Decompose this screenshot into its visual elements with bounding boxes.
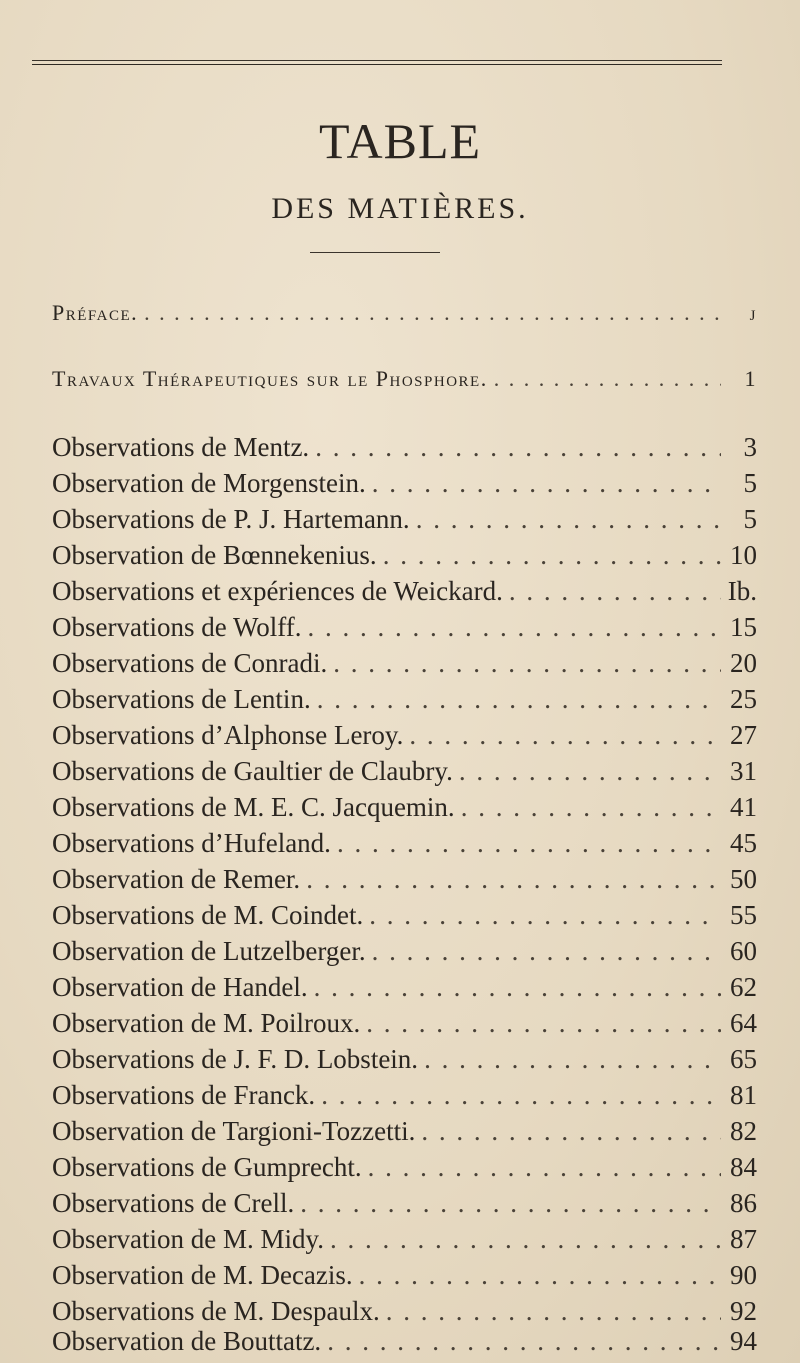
toc-entry-label: Observations de Lentin. xyxy=(52,684,311,714)
toc-entry-label: Observation de Targioni-Tozzetti. xyxy=(52,1116,416,1146)
toc-entry-label: Observations de Gumprecht. xyxy=(52,1152,362,1182)
toc-entry-page: Ib. xyxy=(727,576,757,606)
dot-leader xyxy=(369,900,721,931)
toc-entry-page: 27 xyxy=(730,720,757,750)
toc-entry-label: Observation de M. Poilroux. xyxy=(52,1008,361,1038)
toc-entry xyxy=(52,1008,757,1039)
toc-entry xyxy=(52,1152,757,1183)
toc-entry xyxy=(52,540,757,571)
dot-leader xyxy=(372,468,721,499)
toc-entry-label: Observation de Bouttatz. xyxy=(52,1326,322,1356)
toc-entry-page: 84 xyxy=(730,1152,757,1182)
toc-entry xyxy=(52,468,757,499)
toc-entry-page: 25 xyxy=(730,684,757,714)
toc-entry-label: Observation de M. Midy. xyxy=(52,1224,324,1254)
toc-entry-page: 10 xyxy=(730,540,757,570)
dot-leader xyxy=(327,1326,721,1357)
toc-entry-label: Observation de Handel. xyxy=(52,972,308,1002)
dot-leader xyxy=(314,972,721,1003)
toc-entry-label: Observations de M. Despaulx. xyxy=(52,1296,380,1326)
dot-leader xyxy=(359,1260,721,1291)
dot-leader xyxy=(494,366,721,392)
toc-entry xyxy=(52,936,757,967)
toc-entry-page: 62 xyxy=(730,972,757,1002)
toc-entry-page: 15 xyxy=(730,612,757,642)
toc-entry-page: 94 xyxy=(730,1326,757,1356)
toc-entry-label: Observations de Wolff. xyxy=(52,612,302,642)
toc-entry-page: 50 xyxy=(730,864,757,894)
dot-leader xyxy=(416,504,721,535)
toc-entry-label: Observations de Crell. xyxy=(52,1188,295,1218)
toc-entry-page: 3 xyxy=(743,432,757,462)
toc-entry-page: 20 xyxy=(730,648,757,678)
toc-entry-label: Observations d’Hufeland. xyxy=(52,828,331,858)
toc-entry-label: Observations de Conradi. xyxy=(52,648,328,678)
dot-leader xyxy=(321,1080,721,1111)
toc-entry-page: 5 xyxy=(743,504,757,534)
toc-entry xyxy=(52,792,757,823)
toc-entry xyxy=(52,756,757,787)
toc-entry xyxy=(52,684,757,715)
toc-entry-page: 60 xyxy=(730,936,757,966)
dot-leader xyxy=(333,648,721,679)
toc-entry-page: 87 xyxy=(730,1224,757,1254)
toc-entry-page: 90 xyxy=(730,1260,757,1290)
toc-entry xyxy=(52,900,757,931)
dot-leader xyxy=(308,612,721,643)
toc-entry xyxy=(52,1326,757,1357)
toc-entry xyxy=(52,864,757,895)
dot-leader xyxy=(383,540,721,571)
toc-entry-page: 41 xyxy=(730,792,757,822)
toc-entry xyxy=(52,828,757,859)
toc-entry xyxy=(52,366,757,392)
dot-leader xyxy=(300,1188,721,1219)
toc-entry-label: Travaux Thérapeutiques sur le Phosphore. xyxy=(52,366,488,391)
toc-entry-label: Observation de Morgenstein. xyxy=(52,468,366,498)
toc-entry xyxy=(52,972,757,1003)
toc-entry-label: Observations de M. Coindet. xyxy=(52,900,364,930)
toc-entry-label: Observations de Franck. xyxy=(52,1080,316,1110)
dot-leader xyxy=(337,828,721,859)
toc-entry xyxy=(52,1296,757,1327)
dot-leader xyxy=(330,1224,721,1255)
toc-entry xyxy=(52,1224,757,1255)
toc-entry-page: 81 xyxy=(730,1080,757,1110)
toc-entry-label: Observation de Bœnnekenius. xyxy=(52,540,377,570)
toc-entry-label: Observation de Lutzelberger. xyxy=(52,936,366,966)
dot-leader xyxy=(409,720,721,751)
toc-entry xyxy=(52,1188,757,1219)
toc-entry-label: Observation de M. Decazis. xyxy=(52,1260,353,1290)
dot-leader xyxy=(459,756,721,787)
toc-entry-label: Observation de Remer. xyxy=(52,864,301,894)
toc-entry-label: Préface. xyxy=(52,300,139,325)
toc-entry-label: Observations d’Alphonse Leroy. xyxy=(52,720,404,750)
toc-entry xyxy=(52,504,757,535)
dot-leader xyxy=(306,864,721,895)
toc-entry xyxy=(52,1080,757,1111)
dot-leader xyxy=(366,1008,721,1039)
dot-leader xyxy=(386,1296,721,1327)
dot-leader xyxy=(144,300,721,326)
toc-entry-label: Observations et expériences de Weickard. xyxy=(52,576,503,606)
toc-entry-label: Observations de Gaultier de Claubry. xyxy=(52,756,453,786)
toc-entry-page: 64 xyxy=(730,1008,757,1038)
toc-entry-page: 82 xyxy=(730,1116,757,1146)
toc-entry-label: Observations de Mentz. xyxy=(52,432,310,462)
toc-entry xyxy=(52,432,757,463)
toc-entry-page: 86 xyxy=(730,1188,757,1218)
toc-entry-page: j xyxy=(749,300,757,325)
toc-entry-page: 45 xyxy=(730,828,757,858)
toc-entry xyxy=(52,1044,757,1075)
toc-entry xyxy=(52,1116,757,1147)
dot-leader xyxy=(368,1152,721,1183)
dot-leader xyxy=(461,792,721,823)
toc-entry xyxy=(52,300,757,326)
toc-entry-page: 5 xyxy=(743,468,757,498)
toc-entry-page: 55 xyxy=(730,900,757,930)
dot-leader xyxy=(509,576,721,607)
toc-entry xyxy=(52,1260,757,1291)
page-subtitle: DES MATIÈRES. xyxy=(271,192,529,225)
dot-leader xyxy=(421,1116,721,1147)
toc-entry-page: 65 xyxy=(730,1044,757,1074)
toc-entry-label: Observations de P. J. Hartemann. xyxy=(52,504,410,534)
dot-leader xyxy=(424,1044,721,1075)
toc-entry xyxy=(52,648,757,679)
dot-leader xyxy=(317,684,721,715)
toc-entry-page: 92 xyxy=(730,1296,757,1326)
dot-leader xyxy=(315,432,721,463)
toc-entry xyxy=(52,612,757,643)
toc-entry xyxy=(52,720,757,751)
page-title: TABLE xyxy=(318,113,482,169)
dot-leader xyxy=(372,936,721,967)
toc-entry-page: 31 xyxy=(730,756,757,786)
toc-entry-label: Observations de M. E. C. Jacquemin. xyxy=(52,792,455,822)
toc-entry xyxy=(52,576,757,607)
toc-entry-label: Observations de J. F. D. Lobstein. xyxy=(52,1044,419,1074)
toc-entry-page: 1 xyxy=(744,366,757,391)
